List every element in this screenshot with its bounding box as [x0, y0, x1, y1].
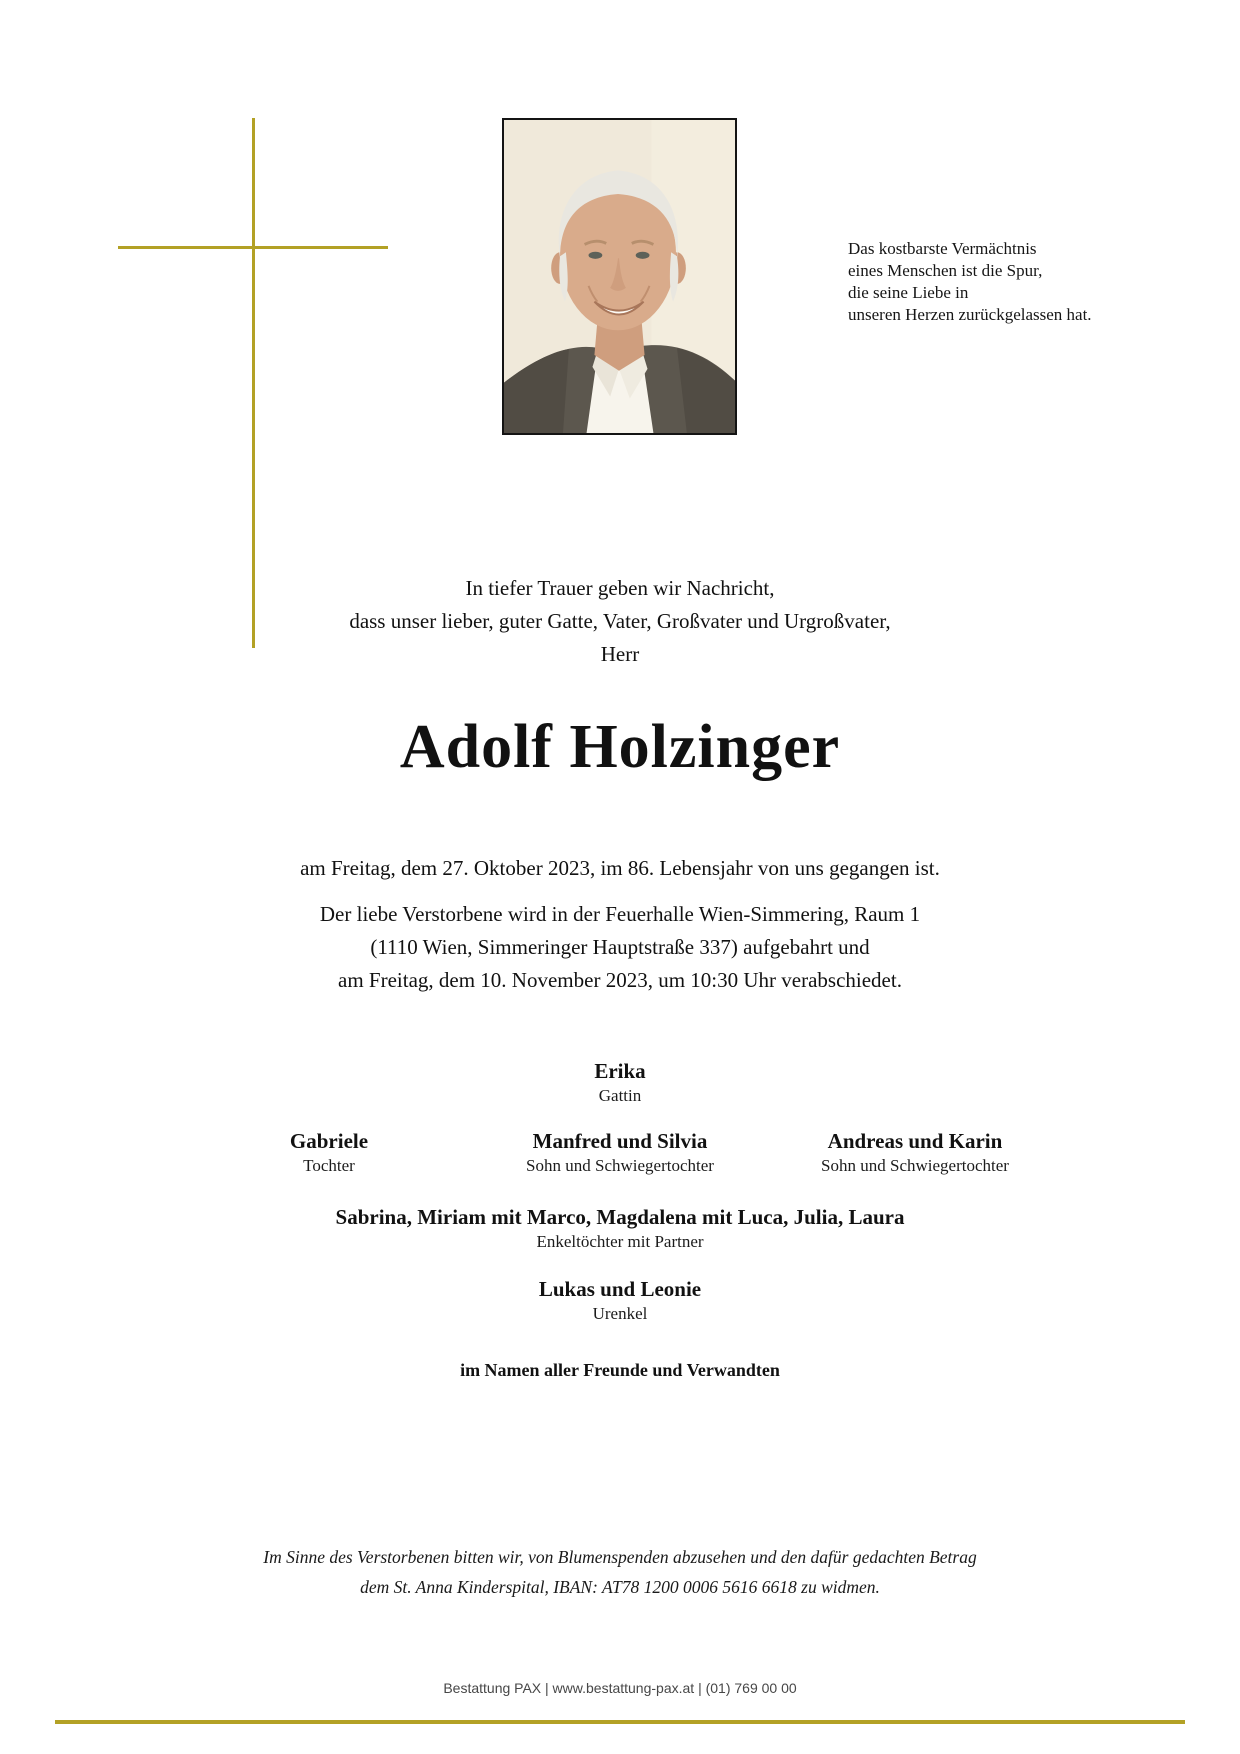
farewell-line: Der liebe Verstorbene wird in der Feuerhalle Wien-Simmering, Raum 1 — [319, 902, 921, 926]
closing-line: im Namen aller Freunde und Verwandten — [460, 1360, 780, 1380]
farewell-line: (1110 Wien, Simmeringer Hauptstraße 337) aufgebahrt und — [370, 935, 870, 959]
spouse-relation: Gattin — [598, 1086, 642, 1105]
cross-vertical-bar — [252, 118, 255, 648]
memorial-quote-line: Das kostbarste Vermächtnis — [848, 239, 1037, 258]
grandchildren-relation: Enkeltöchter mit Partner — [536, 1232, 704, 1251]
donation-line: dem St. Anna Kinderspital, IBAN: AT78 1200 0006 5616 6618 zu widmen. — [360, 1577, 880, 1597]
child-name: Manfred und Silvia — [532, 1129, 708, 1153]
great-grandchildren-names: Lukas und Leonie — [538, 1277, 702, 1301]
memorial-quote — [848, 238, 1092, 326]
portrait-photo — [502, 118, 737, 435]
donation-line: Im Sinne des Verstorbenen bitten wir, von Blumenspenden abzusehen und den dafür gedachten Betrag — [263, 1547, 977, 1567]
footer-gold-rule — [55, 1720, 1185, 1724]
mourner-great-grandchildren — [0, 1276, 1240, 1326]
farewell-line: am Freitag, dem 10. November 2023, um 10:30 Uhr verabschiedet. — [338, 968, 902, 992]
spouse-name: Erika — [594, 1059, 646, 1083]
passing-date-line: am Freitag, dem 27. Oktober 2023, im 86. Lebensjahr von uns gegangen ist. — [300, 856, 940, 880]
mourner-spouse — [0, 1058, 1240, 1108]
grandchildren-names: Sabrina, Miriam mit Marco, Magdalena mit Luca, Julia, Laura — [335, 1205, 905, 1229]
child-relation: Tochter — [303, 1156, 355, 1175]
mourner-child-1 — [169, 1128, 489, 1178]
memorial-quote-line: unseren Herzen zurückgelassen hat. — [848, 305, 1092, 324]
memorial-quote-line: die seine Liebe in — [848, 283, 969, 302]
farewell-details — [0, 898, 1240, 997]
memorial-quote-line: eines Menschen ist die Spur, — [848, 261, 1043, 280]
announcement-line: dass unser lieber, guter Gatte, Vater, Großvater und Urgroßvater, — [349, 609, 891, 633]
deceased-name: Adolf Holzinger — [399, 713, 841, 781]
mourner-child-2 — [460, 1128, 780, 1178]
great-grandchildren-relation: Urenkel — [592, 1304, 648, 1323]
child-relation: Sohn und Schwiegertochter — [821, 1156, 1009, 1175]
portrait-illustration — [504, 120, 735, 433]
announcement-line: In tiefer Trauer geben wir Nachricht, — [465, 576, 775, 600]
cross-horizontal-bar — [118, 246, 388, 249]
child-name: Andreas und Karin — [827, 1129, 1003, 1153]
child-relation: Sohn und Schwiegertochter — [526, 1156, 714, 1175]
mourner-grandchildren — [0, 1204, 1240, 1254]
mourner-child-3 — [755, 1128, 1075, 1178]
announcement-line: Herr — [600, 642, 640, 666]
child-name: Gabriele — [289, 1129, 369, 1153]
announcement-text — [0, 572, 1240, 671]
funeral-home-contact: Bestattung PAX | www.bestattung-pax.at | (01) 769 00 00 — [443, 1680, 797, 1696]
donation-note — [0, 1542, 1240, 1602]
